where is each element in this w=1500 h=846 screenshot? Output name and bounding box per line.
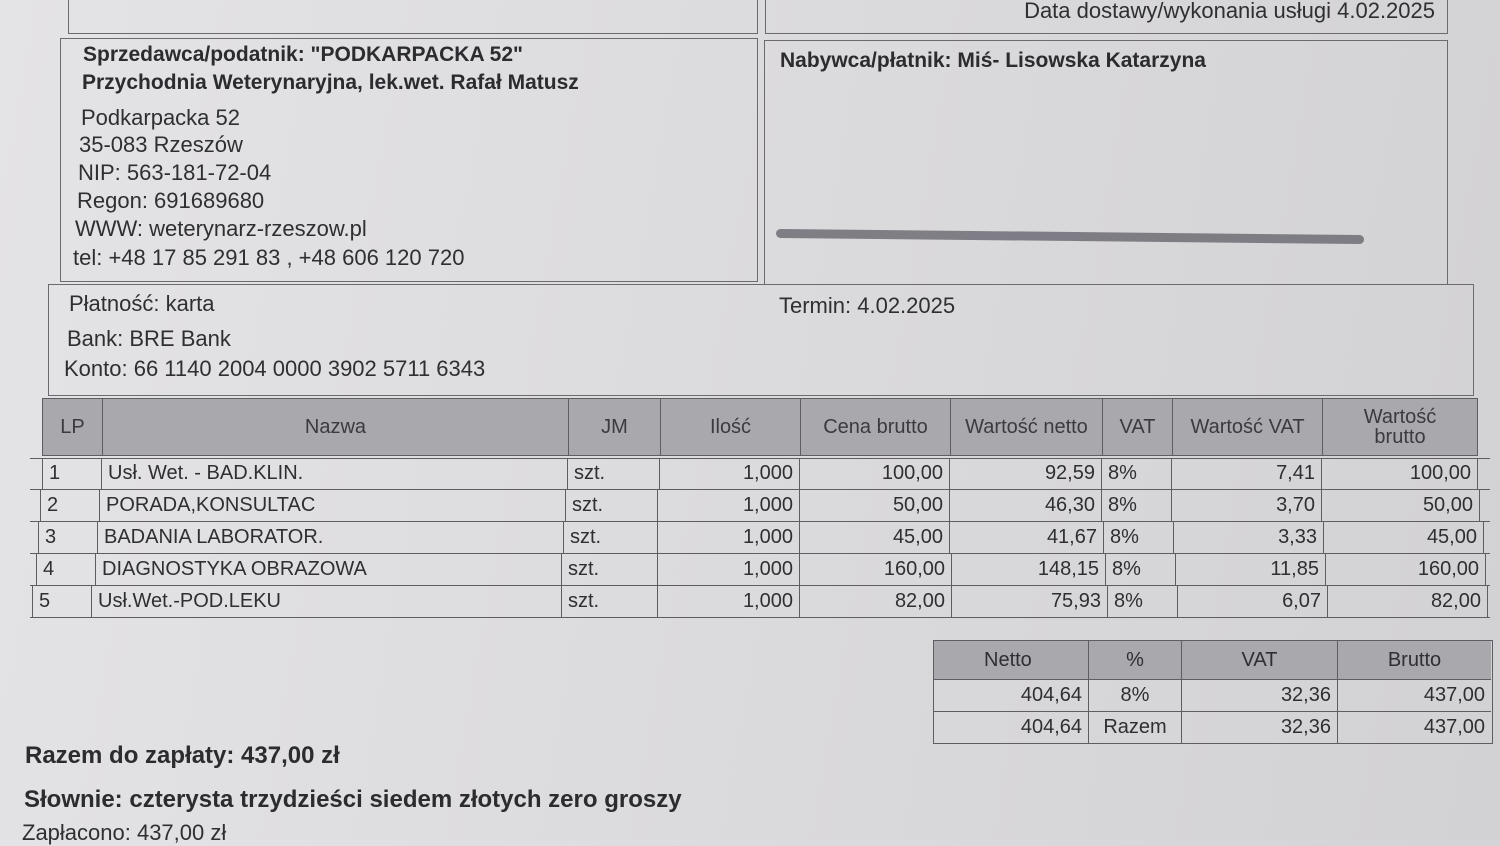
cell-name: Usł. Wet. - BAD.KLIN. [102, 458, 568, 489]
cell-vat: 8% [1104, 522, 1174, 553]
cell-unit: szt. [566, 490, 658, 521]
seller-city: 35-083 Rzeszów [79, 132, 243, 157]
cell-quantity: 1,000 [658, 490, 800, 521]
total-to-pay: Razem do zapłaty: 437,00 zł [25, 742, 340, 769]
seller-regon: Regon: 691689680 [77, 188, 265, 213]
cell-vat-value: 11,85 [1176, 554, 1326, 585]
cell-vat: 8% [1102, 490, 1172, 521]
header-quantity: Ilość [661, 399, 801, 455]
cell-lp: 4 [36, 554, 96, 585]
seller-nip: NIP: 563-181-72-04 [78, 160, 272, 185]
header-lp: LP [43, 399, 103, 455]
cell-name: BADANIA LABORATOR. [98, 522, 564, 553]
summary-total-gross: 437,00 [1423, 715, 1485, 738]
cell-name: DIAGNOSTYKA OBRAZOWA [96, 554, 562, 585]
cell-vat-value: 7,41 [1172, 458, 1322, 489]
payment-bank: Bank: BRE Bank [67, 326, 231, 351]
summary-total-vat: 32,36 [1182, 711, 1338, 743]
header-unit: JM [569, 399, 661, 455]
buyer-name: Nabywca/płatnik: Miś- Lisowska Katarzyna [780, 49, 1206, 72]
cell-gross-value: 45,00 [1324, 522, 1484, 553]
cell-unit: szt. [568, 458, 660, 489]
cell-lp: 2 [40, 490, 100, 521]
table-row [30, 458, 1490, 490]
cell-gross-price: 45,00 [800, 522, 950, 553]
cell-gross-value: 82,00 [1328, 586, 1488, 617]
summary-vat: 32,36 [1182, 679, 1338, 711]
table-row [30, 490, 1490, 522]
cell-net-value: 46,30 [950, 490, 1102, 521]
amount-paid: Zapłacono: 437,00 zł [22, 820, 227, 845]
items-table-header [42, 398, 1478, 456]
cell-gross-price: 82,00 [800, 586, 952, 617]
summary-header-rate: % [1089, 641, 1182, 679]
cell-gross-price: 100,00 [800, 458, 950, 489]
cell-lp: 1 [42, 458, 102, 489]
header-name: Nazwa [103, 399, 569, 455]
summary-net: 404,64 [934, 679, 1089, 711]
cell-vat: 8% [1106, 554, 1176, 585]
seller-name-line2: Przychodnia Weterynaryjna, lek.wet. Rafał Matusz [82, 71, 579, 94]
cell-unit: szt. [564, 522, 658, 553]
cell-net-value: 41,67 [950, 522, 1104, 553]
payment-due-date: Termin: 4.02.2025 [779, 293, 956, 318]
cell-quantity: 1,000 [658, 522, 800, 553]
cell-vat: 8% [1108, 586, 1178, 617]
summary-total-net: 404,64 [934, 711, 1089, 743]
cell-quantity: 1,000 [658, 554, 800, 585]
summary-rate: 8% [1089, 679, 1182, 711]
table-row [30, 554, 1490, 586]
cell-lp: 5 [32, 586, 92, 617]
cell-unit: szt. [562, 554, 658, 585]
cell-quantity: 1,000 [658, 586, 800, 617]
payment-method: Płatność: karta [69, 291, 215, 316]
seller-street: Podkarpacka 52 [81, 105, 240, 130]
header-vat: VAT [1103, 399, 1173, 455]
delivery-date: Data dostawy/wykonania usługi 4.02.2025 [1024, 0, 1435, 23]
cell-gross-price: 160,00 [800, 554, 952, 585]
delivery-date-box [765, 0, 1448, 34]
seller-tel: tel: +48 17 85 291 83 , +48 606 120 720 [73, 245, 465, 270]
cell-vat: 8% [1102, 458, 1172, 489]
cell-quantity: 1,000 [660, 458, 800, 489]
summary-header-gross: Brutto [1387, 648, 1442, 671]
payment-account: Konto: 66 1140 2004 0000 3902 5711 6343 [64, 356, 486, 381]
summary-header-net: Netto [934, 641, 1089, 679]
payment-box [48, 284, 1474, 396]
cell-gross-value: 50,00 [1322, 490, 1480, 521]
total-in-words: Słownie: czterysta trzydzieści siedem złotych zero groszy [24, 786, 682, 813]
seller-name-line1: Sprzedawca/podatnik: "PODKARPACKA 52" [83, 43, 523, 66]
header-net-value: Wartość netto [951, 399, 1103, 455]
cell-vat-value: 6,07 [1178, 586, 1328, 617]
buyer-box [764, 40, 1448, 285]
summary-gross: 437,00 [1423, 683, 1485, 706]
seller-box [60, 38, 758, 282]
header-gross-price: Cena brutto [801, 399, 951, 455]
cell-net-value: 148,15 [952, 554, 1106, 585]
cell-net-value: 75,93 [952, 586, 1108, 617]
cell-unit: szt. [562, 586, 658, 617]
top-left-box [68, 0, 758, 34]
header-gross-value: Wartość brutto [1363, 406, 1437, 448]
table-row [30, 522, 1490, 554]
cell-net-value: 92,59 [950, 458, 1102, 489]
summary-total-label: Razem [1089, 711, 1182, 743]
header-vat-value: Wartość VAT [1173, 399, 1323, 455]
cell-gross-price: 50,00 [800, 490, 950, 521]
summary-header-vat: VAT [1182, 641, 1338, 679]
cell-gross-value: 160,00 [1326, 554, 1486, 585]
vat-summary-table [933, 640, 1493, 744]
cell-vat-value: 3,70 [1172, 490, 1322, 521]
cell-gross-value: 100,00 [1322, 458, 1478, 489]
table-row [30, 586, 1490, 618]
cell-name: Usł.Wet.-POD.LEKU [92, 586, 562, 617]
cell-vat-value: 3,33 [1174, 522, 1324, 553]
cell-name: PORADA,KONSULTAC [100, 490, 566, 521]
cell-lp: 3 [38, 522, 98, 553]
seller-www: WWW: weterynarz-rzeszow.pl [75, 216, 367, 241]
